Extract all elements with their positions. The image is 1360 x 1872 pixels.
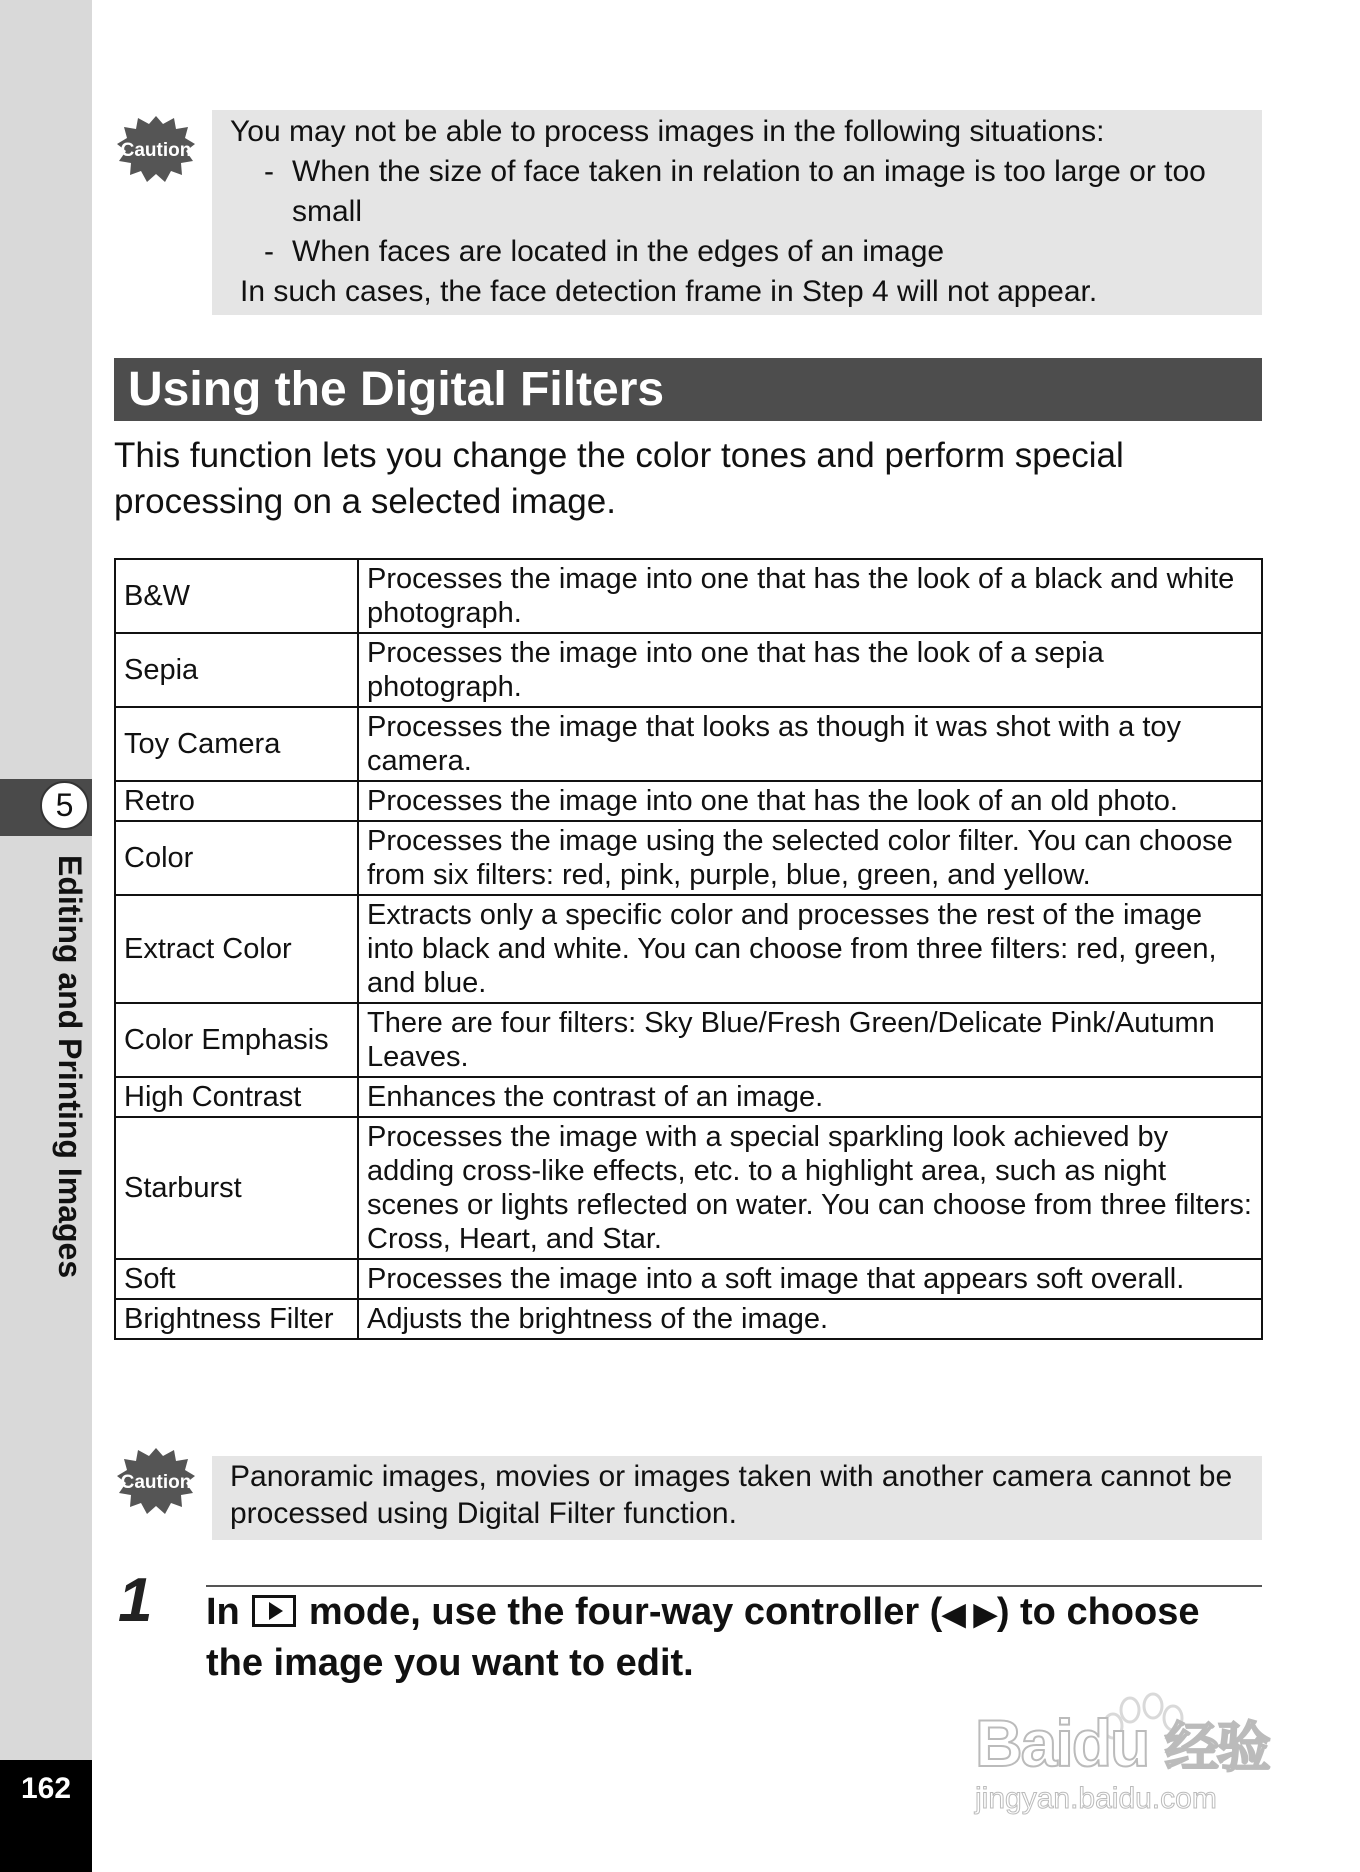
caution-item: - When faces are located in the edges of an image <box>264 235 945 268</box>
filter-name: Toy Camera <box>115 707 358 781</box>
caution-item: - When the size of face taken in relation to an image is too large or too small <box>264 155 1206 228</box>
section-intro: This function lets you change the color tones and perform special processing on a selected image. <box>114 436 1124 521</box>
table-row <box>115 895 1262 1003</box>
filter-description: Processes the image into one that has the look of a black and white photograph. <box>358 559 1262 633</box>
step-text-part: ) to choose the image you want to edit. <box>206 1591 1200 1684</box>
table-row <box>115 707 1262 781</box>
filter-name: Sepia <box>115 633 358 707</box>
filter-description: Processes the image into one that has the look of an old photo. <box>358 781 1262 821</box>
chapter-number: 5 <box>40 781 89 830</box>
table-row <box>115 633 1262 707</box>
watermark-brand: Baidu 经验 <box>975 1706 1269 1780</box>
filter-name: Soft <box>115 1259 358 1299</box>
caution-badge-label: Caution <box>120 1472 192 1493</box>
filter-name: Starburst <box>115 1117 358 1259</box>
filter-description: Enhances the contrast of an image. <box>358 1077 1262 1117</box>
caution-item-text: When the size of face taken in relation to an image is too large or too small <box>292 155 1206 228</box>
caution-badge-label: Caution <box>120 140 192 161</box>
filter-name: Retro <box>115 781 358 821</box>
step-text-part: mode, use the four-way controller ( <box>308 1591 943 1633</box>
left-right-arrows-icon: ◀ ▶ <box>942 1598 997 1631</box>
filter-name: B&W <box>115 559 358 633</box>
table-row <box>115 781 1262 821</box>
filter-name: Color <box>115 821 358 895</box>
filter-description: Processes the image that looks as though it was shot with a toy camera. <box>358 707 1262 781</box>
filter-name: Color Emphasis <box>115 1003 358 1077</box>
filter-description: Processes the image into one that has the look of a sepia photograph. <box>358 633 1262 707</box>
table-row <box>115 1117 1262 1259</box>
chapter-title: Editing and Printing Images <box>52 855 88 1279</box>
filter-description: Processes the image into a soft image that appears soft overall. <box>358 1259 1262 1299</box>
filter-description: There are four filters: Sky Blue/Fresh Green/Delicate Pink/Autumn Leaves. <box>358 1003 1262 1077</box>
table-row <box>115 1259 1262 1299</box>
filter-name: Extract Color <box>115 895 358 1003</box>
filter-description: Processes the image with a special sparkling look achieved by adding cross-like effects, etc. to a highlight area, such as night scenes or lights reflected on water. You can choose from three filters: Cross, Heart, and Star. <box>358 1117 1262 1259</box>
caution-closing: In such cases, the face detection frame in Step 4 will not appear. <box>240 275 1098 308</box>
page-number: 162 <box>20 1772 72 1805</box>
filter-description: Processes the image using the selected color filter. You can choose from six filters: red, pink, purple, blue, green, and yellow. <box>358 821 1262 895</box>
table-row <box>115 821 1262 895</box>
watermark-url: jingyan.baidu.com <box>975 1782 1217 1815</box>
filter-description: Adjusts the brightness of the image. <box>358 1299 1262 1339</box>
caution-intro: You may not be able to process images in the following situations: <box>230 115 1105 148</box>
table-row <box>115 559 1262 633</box>
caution-item-text: When faces are located in the edges of an image <box>292 235 945 268</box>
filter-name: High Contrast <box>115 1077 358 1117</box>
step-number: 1 <box>118 1566 153 1635</box>
table-row <box>115 1003 1262 1077</box>
section-title: Using the Digital Filters <box>114 358 1262 421</box>
playback-mode-icon <box>252 1595 296 1627</box>
caution-text: Panoramic images, movies or images taken with another camera cannot be processed using Digital Filter function. <box>230 1460 1233 1530</box>
caution-icon <box>116 1446 196 1516</box>
caution-box <box>212 110 1262 315</box>
caution-box <box>212 1456 1262 1540</box>
filters-table <box>114 558 1263 1340</box>
table-row <box>115 1299 1262 1339</box>
step-instruction <box>206 1588 1266 1687</box>
filter-name: Brightness Filter <box>115 1299 358 1339</box>
filter-description: Extracts only a specific color and processes the rest of the image into black and white. You can choose from three filters: red, green, and blue. <box>358 895 1262 1003</box>
step-text-part: In <box>206 1591 240 1633</box>
table-row <box>115 1077 1262 1117</box>
step-divider <box>206 1585 1262 1587</box>
caution-icon <box>116 114 196 184</box>
